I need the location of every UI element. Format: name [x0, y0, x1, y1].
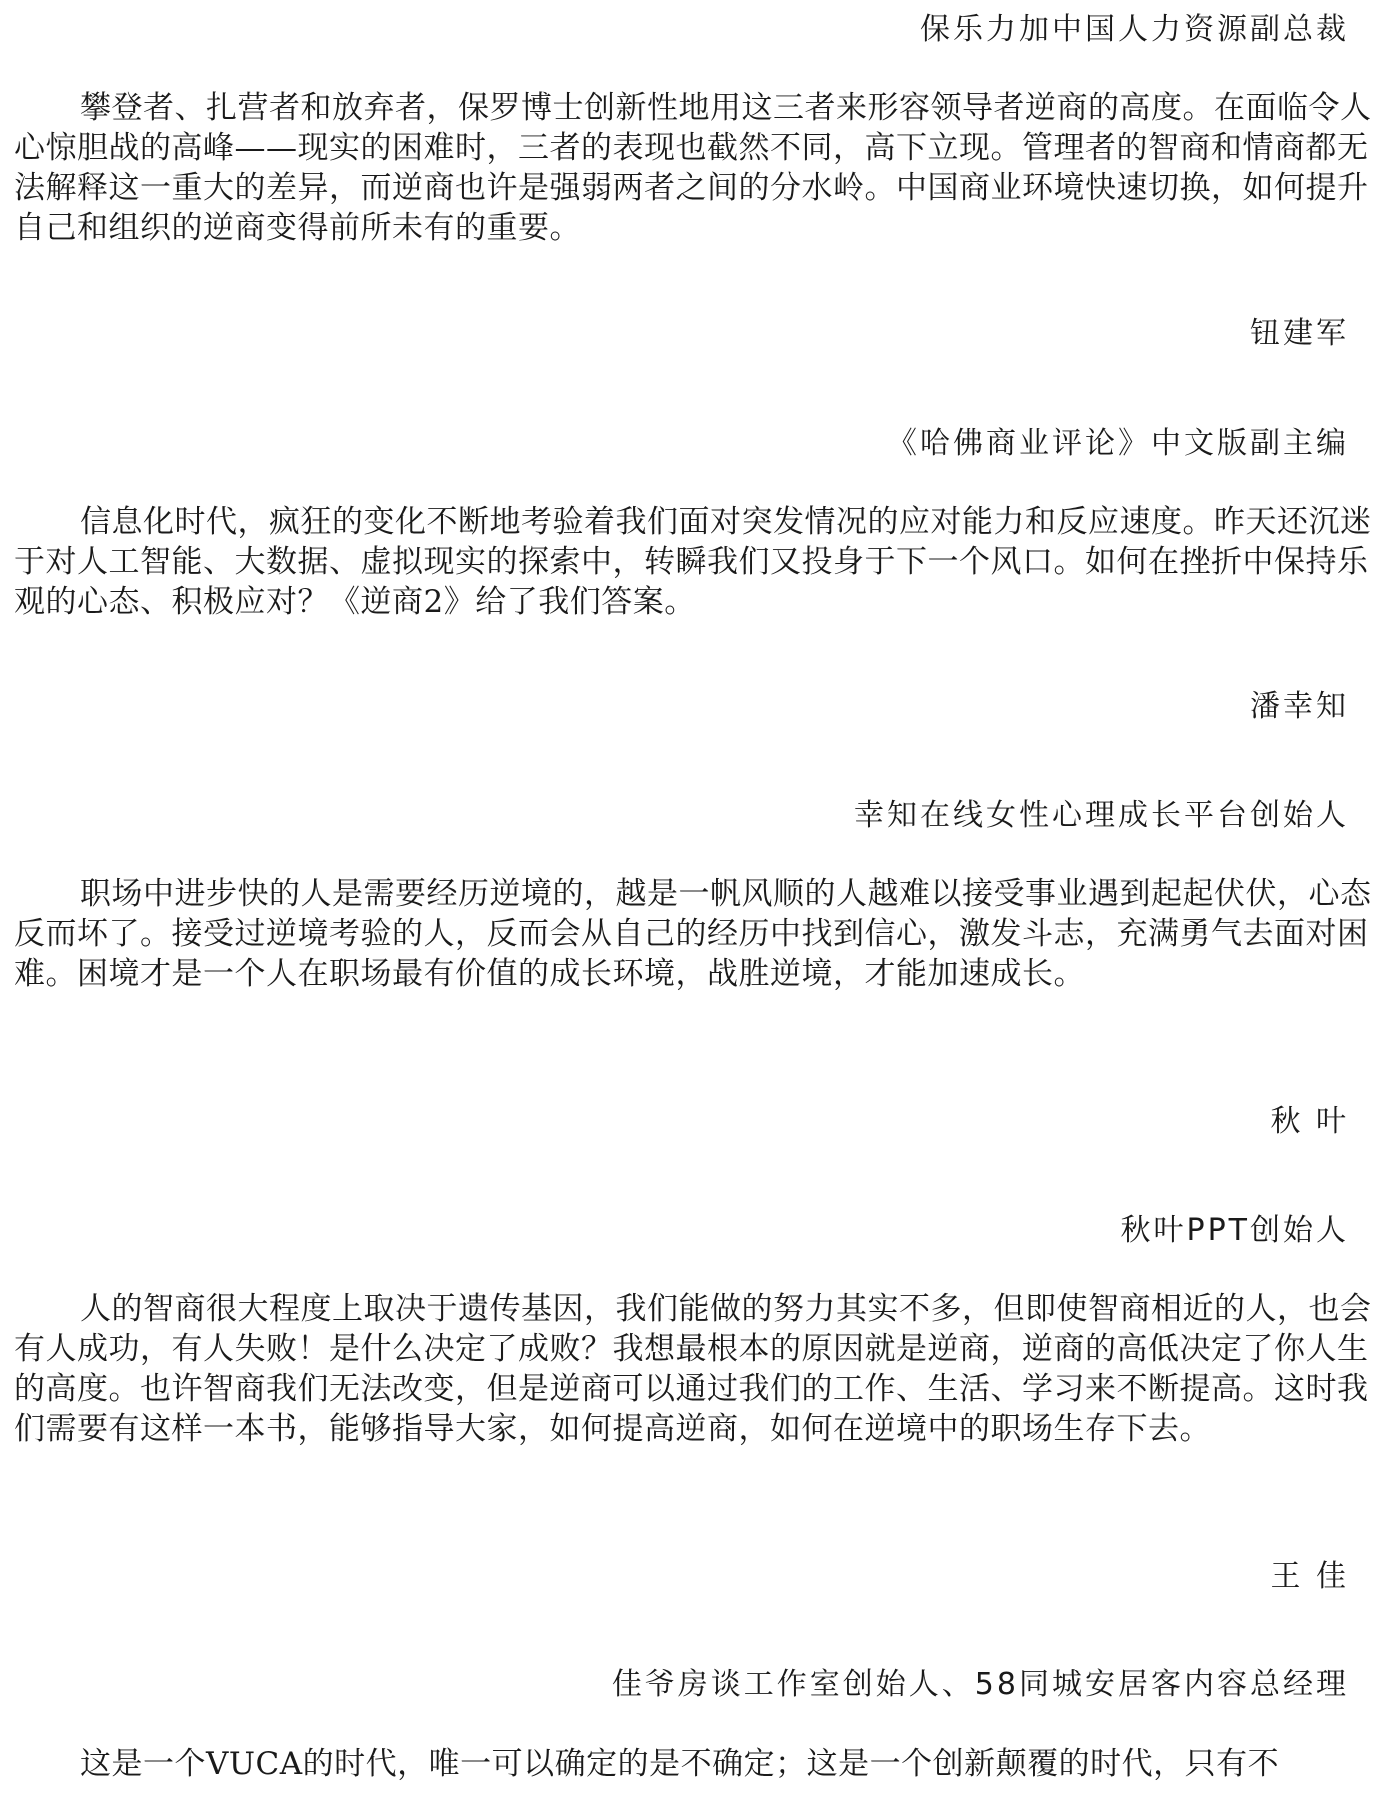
endorser-title: 保乐力加中国人力资源副总裁: [920, 12, 1349, 47]
endorser-name: 王 佳: [1270, 1559, 1349, 1594]
endorsement-paragraph: 攀登者、扎营者和放弃者，保罗博士创新性地用这三者来形容领导者逆商的高度。在面临令人心惊胆战的高峰——现实的困难时，三者的表现也截然不同，高下立现。管理者的智商和情商都无法解释这一重大的差异，而逆商也许是强弱两者之间的分水岭。中国商业环境快速切换，如何提升自己和组织的逆商变得前所未有的重要。: [14, 90, 1372, 246]
endorser-name: 秋 叶: [1270, 1104, 1349, 1139]
endorser-title: 佳爷房谈工作室创始人、58同城安居客内容总经理: [611, 1667, 1349, 1702]
endorser-title: 《哈佛商业评论》中文版副主编: [887, 426, 1349, 461]
endorser-title: 幸知在线女性心理成长平台创始人: [854, 798, 1349, 833]
endorser-name: 钮建军: [1250, 316, 1349, 351]
endorser-name: 潘幸知: [1250, 689, 1349, 724]
endorser-title: 秋叶PPT创始人: [1120, 1213, 1349, 1248]
endorsement-paragraph: 信息化时代，疯狂的变化不断地考验着我们面对突发情况的应对能力和反应速度。昨天还沉迷于对人工智能、大数据、虚拟现实的探索中，转瞬我们又投身于下一个风口。如何在挫折中保持乐观的心态、积极应对？《逆商2》给了我们答案。: [14, 504, 1372, 620]
endorsement-paragraph: 这是一个VUCA的时代，唯一可以确定的是不确定；这是一个创新颠覆的时代，只有不: [80, 1746, 1280, 1782]
endorsement-paragraph: 人的智商很大程度上取决于遗传基因，我们能做的努力其实不多，但即使智商相近的人，也会有人成功，有人失败！是什么决定了成败？我想最根本的原因就是逆商，逆商的高低决定了你人生的高度。也许智商我们无法改变，但是逆商可以通过我们的工作、生活、学习来不断提高。这时我们需要有这样一本书，能够指导大家，如何提高逆商，如何在逆境中的职场生存下去。: [14, 1291, 1372, 1447]
endorsement-paragraph: 职场中进步快的人是需要经历逆境的，越是一帆风顺的人越难以接受事业遇到起起伏伏，心态反而坏了。接受过逆境考验的人，反而会从自己的经历中找到信心，激发斗志，充满勇气去面对困难。困境才是一个人在职场最有价值的成长环境，战胜逆境，才能加速成长。: [14, 876, 1372, 992]
